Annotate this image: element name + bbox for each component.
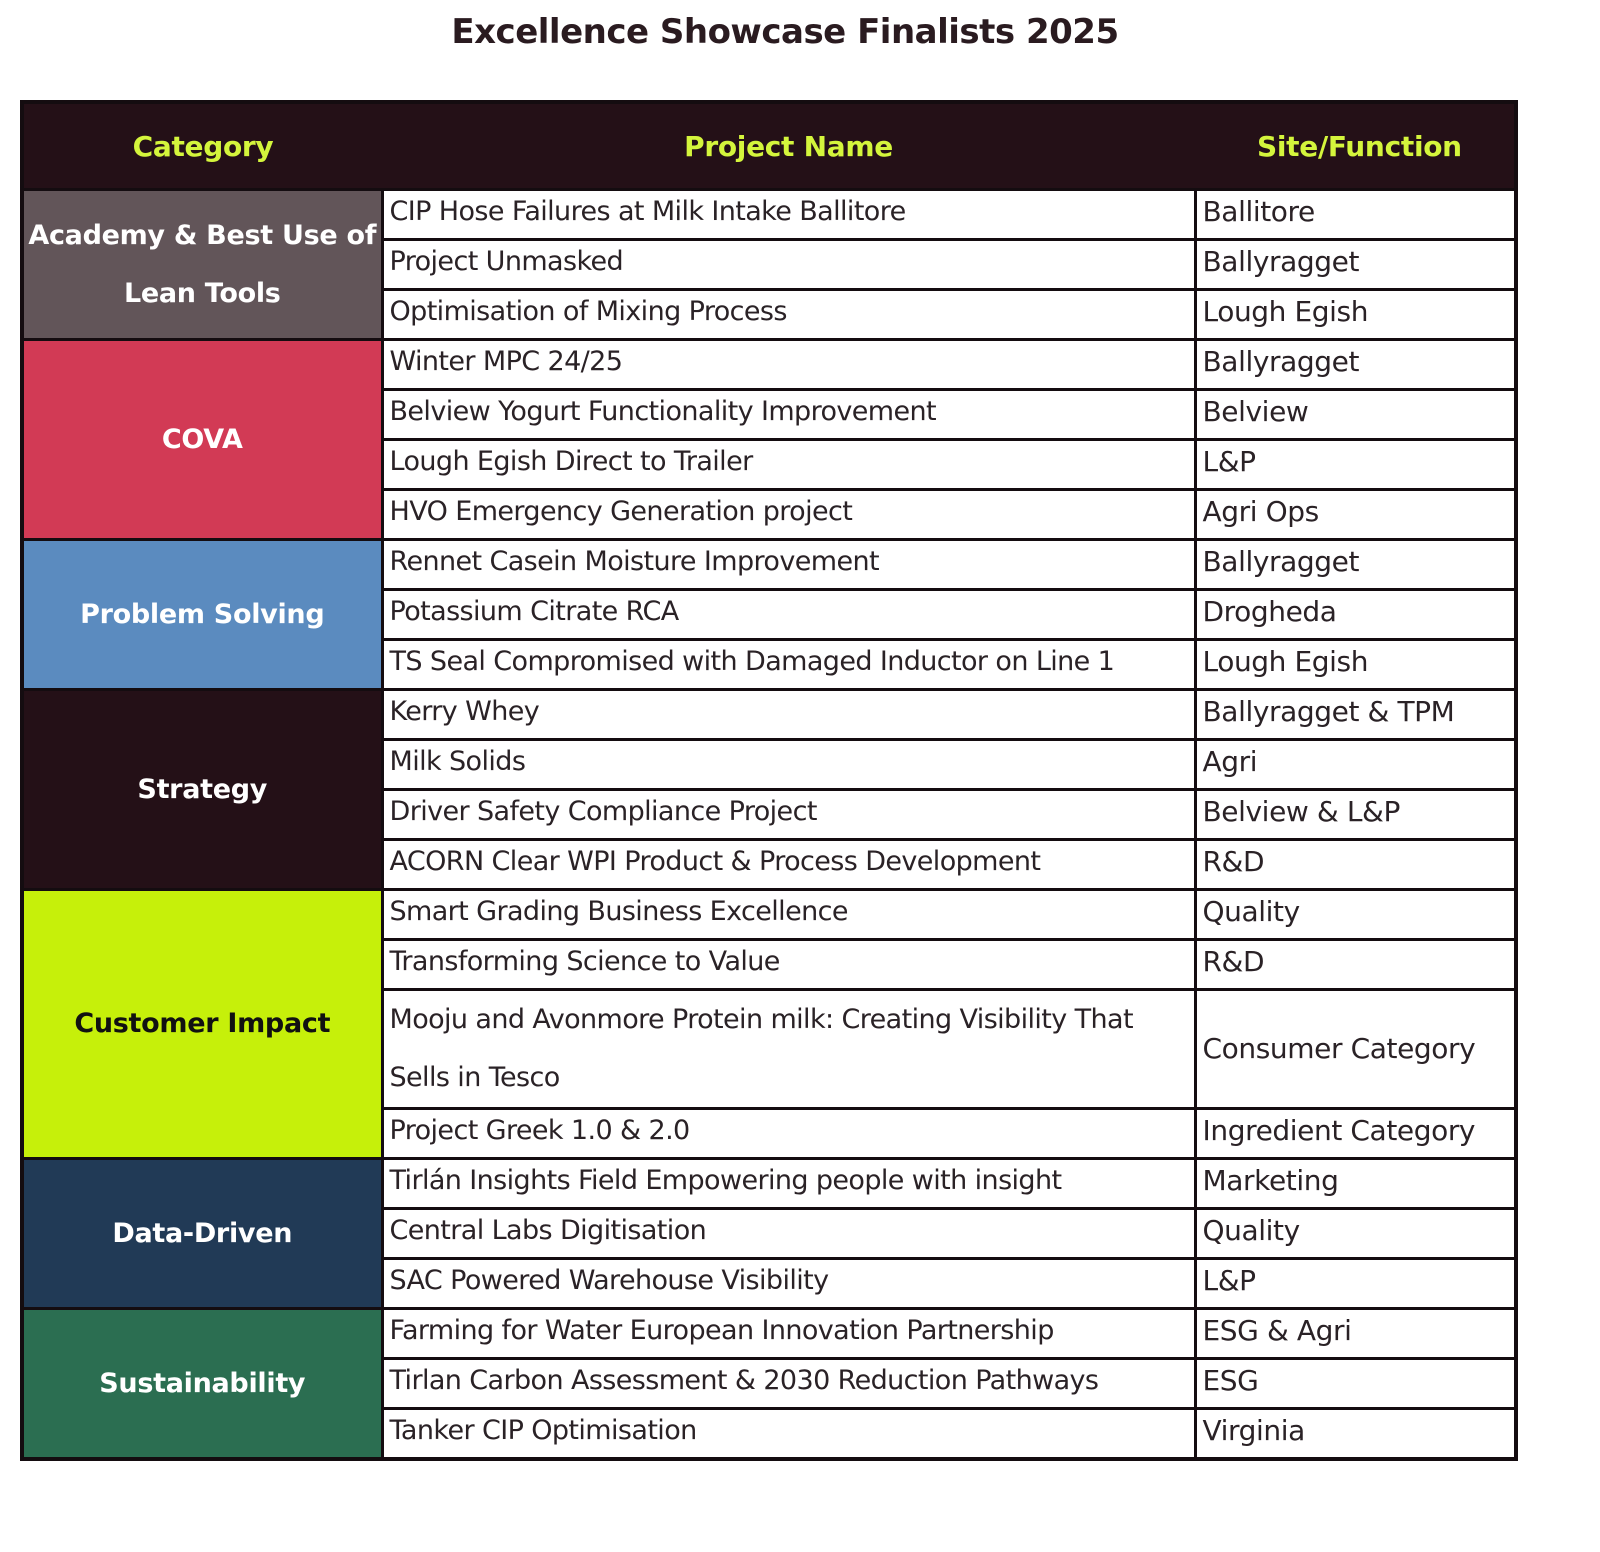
table-row (22, 1309, 1516, 1359)
site-function-cell: Ballyragget (1195, 240, 1516, 290)
table-body (22, 190, 1516, 1460)
column-header-category: Category (22, 102, 382, 190)
site-function-cell: Lough Egish (1195, 290, 1516, 340)
site-function-cell: L&P (1195, 440, 1516, 490)
table-row (22, 340, 1516, 390)
category-cell: Sustainability (22, 1309, 382, 1460)
site-function-cell: R&D (1195, 840, 1516, 890)
project-name-cell: Tanker CIP Optimisation (382, 1409, 1195, 1460)
site-function-cell: Quality (1195, 1209, 1516, 1259)
project-name-cell: Farming for Water European Innovation Partnership (382, 1309, 1195, 1359)
project-name-cell: ACORN Clear WPI Product & Process Development (382, 840, 1195, 890)
category-cell: Strategy (22, 690, 382, 890)
site-function-cell: Marketing (1195, 1159, 1516, 1209)
site-function-cell: Virginia (1195, 1409, 1516, 1460)
finalists-table (20, 100, 1518, 1461)
category-cell: Academy & Best Use of Lean Tools (22, 190, 382, 340)
project-name-cell: HVO Emergency Generation project (382, 490, 1195, 540)
project-name-cell: Project Unmasked (382, 240, 1195, 290)
project-name-cell: Driver Safety Compliance Project (382, 790, 1195, 840)
table-row (22, 690, 1516, 740)
site-function-cell: ESG (1195, 1359, 1516, 1409)
site-function-cell: Agri (1195, 740, 1516, 790)
category-cell: Customer Impact (22, 890, 382, 1159)
project-name-cell: SAC Powered Warehouse Visibility (382, 1259, 1195, 1309)
site-function-cell: L&P (1195, 1259, 1516, 1309)
site-function-cell: ESG & Agri (1195, 1309, 1516, 1359)
site-function-cell: Belview (1195, 390, 1516, 440)
project-name-cell: Potassium Citrate RCA (382, 590, 1195, 640)
table-row (22, 190, 1516, 240)
site-function-cell: Ballyragget & TPM (1195, 690, 1516, 740)
project-name-cell: Optimisation of Mixing Process (382, 290, 1195, 340)
category-cell: COVA (22, 340, 382, 540)
project-name-cell: Tirlan Carbon Assessment & 2030 Reduction Pathways (382, 1359, 1195, 1409)
site-function-cell: Belview & L&P (1195, 790, 1516, 840)
site-function-cell: Quality (1195, 890, 1516, 940)
category-cell: Data-Driven (22, 1159, 382, 1309)
table-row (22, 890, 1516, 940)
site-function-cell: Drogheda (1195, 590, 1516, 640)
project-name-cell: Lough Egish Direct to Trailer (382, 440, 1195, 490)
table-header (22, 102, 1516, 190)
table-row (22, 540, 1516, 590)
project-name-cell: CIP Hose Failures at Milk Intake Ballitore (382, 190, 1195, 240)
site-function-cell: Ballitore (1195, 190, 1516, 240)
site-function-cell: Consumer Category (1195, 990, 1516, 1109)
project-name-cell: Smart Grading Business Excellence (382, 890, 1195, 940)
site-function-cell: Ballyragget (1195, 540, 1516, 590)
project-name-cell: Tirlán Insights Field Empowering people with insight (382, 1159, 1195, 1209)
site-function-cell: Ingredient Category (1195, 1109, 1516, 1159)
site-function-cell: Ballyragget (1195, 340, 1516, 390)
site-function-cell: Agri Ops (1195, 490, 1516, 540)
project-name-cell: Central Labs Digitisation (382, 1209, 1195, 1259)
column-header-project: Project Name (382, 102, 1195, 190)
page-title: Excellence Showcase Finalists 2025 (451, 12, 1119, 52)
project-name-cell: Mooju and Avonmore Protein milk: Creating Visibility That Sells in Tesco (382, 990, 1195, 1109)
site-function-cell: R&D (1195, 940, 1516, 990)
project-name-cell: Belview Yogurt Functionality Improvement (382, 390, 1195, 440)
header-row (22, 102, 1516, 190)
project-name-cell: Transforming Science to Value (382, 940, 1195, 990)
project-name-cell: TS Seal Compromised with Damaged Inductor on Line 1 (382, 640, 1195, 690)
project-name-cell: Kerry Whey (382, 690, 1195, 740)
site-function-cell: Lough Egish (1195, 640, 1516, 690)
project-name-cell: Rennet Casein Moisture Improvement (382, 540, 1195, 590)
table-row (22, 1159, 1516, 1209)
category-cell: Problem Solving (22, 540, 382, 690)
project-name-cell: Project Greek 1.0 & 2.0 (382, 1109, 1195, 1159)
project-name-cell: Winter MPC 24/25 (382, 340, 1195, 390)
project-name-cell: Milk Solids (382, 740, 1195, 790)
column-header-site: Site/Function (1195, 102, 1516, 190)
